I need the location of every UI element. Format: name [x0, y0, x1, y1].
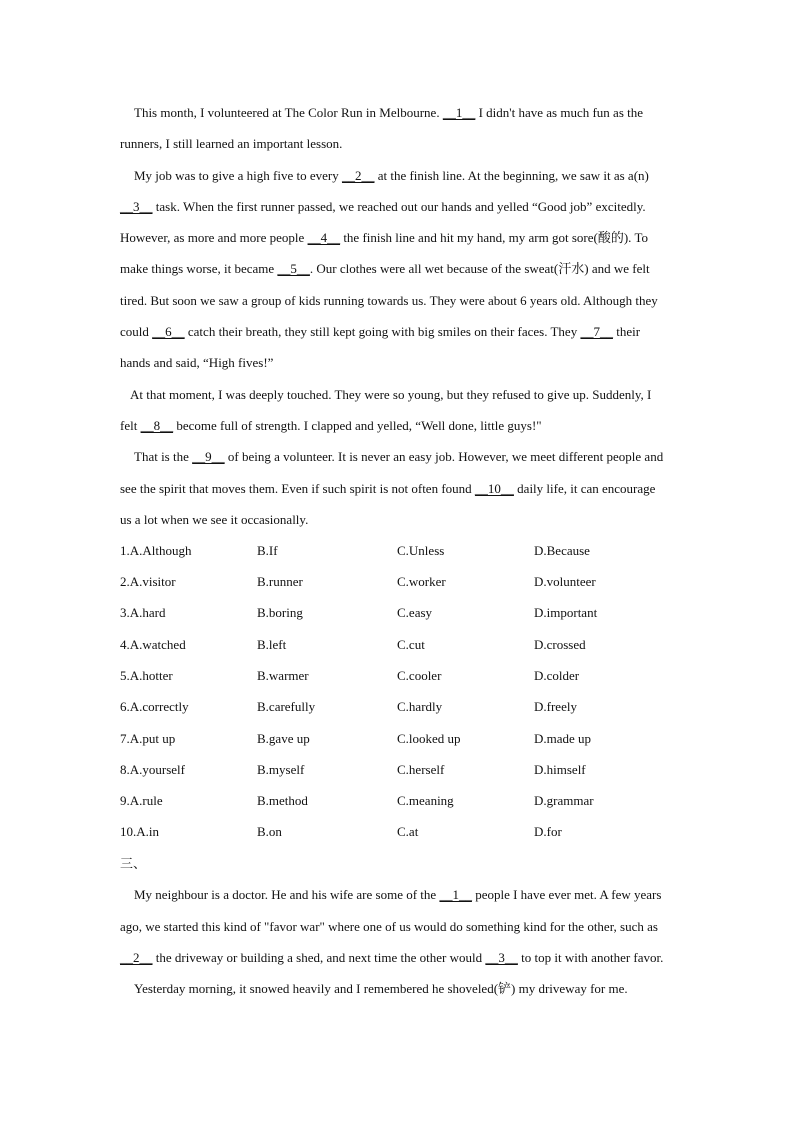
text-segment: of being a volunteer. It is never an easy job. However, we meet different people and see the spirit that moves them. Even if such spirit is not often found [120, 449, 664, 496]
option-a: 9.A.rule [120, 793, 163, 809]
option-row-3 [120, 598, 670, 629]
option-row-8 [120, 754, 670, 785]
option-row-7 [120, 723, 670, 754]
blank-3: __3__ [485, 950, 518, 966]
option-a: 4.A.watched [120, 636, 186, 652]
blank-7: __7__ [580, 324, 613, 340]
option-row-6 [120, 692, 670, 723]
blank-1: __1__ [439, 887, 472, 903]
text-segment: become full of strength. I clapped and yelled, “Well done, little guys!" [173, 417, 542, 433]
option-b: B.boring [257, 605, 303, 621]
option-b: B.gave up [257, 730, 310, 746]
text-segment: Yesterday morning, it snowed heavily and I remembered he shoveled(铲) my driveway for me. [134, 981, 628, 997]
text-segment: My neighbour is a doctor. He and his wife are some of the [134, 887, 440, 903]
option-c: C.cut [397, 636, 425, 652]
text-segment: catch their breath, they still kept going with big smiles on their faces. They [184, 324, 581, 340]
section3-paragraph-2 [120, 973, 670, 1004]
blank-2: __2__ [341, 167, 375, 183]
text-segment: people I have ever met. A few years ago, we started this kind of "favor war" where one of us would do something kind for the other, such as [120, 887, 662, 934]
text-segment: daily life, it can encourage us a lot when we see it occasionally. [120, 480, 656, 527]
text-segment: That is the [134, 449, 193, 465]
passage1-paragraph-4 [120, 441, 670, 535]
option-c: C.cooler [397, 667, 442, 683]
option-c: C.easy [397, 605, 433, 621]
blank-6: __6__ [152, 324, 185, 340]
option-c: C.worker [397, 574, 446, 590]
option-d: D.colder [534, 667, 580, 683]
section-3-title: 三、 [120, 856, 147, 872]
blank-9: __9__ [192, 449, 225, 465]
option-c: C.hardly [397, 699, 443, 715]
option-a: 10.A.in [120, 824, 159, 840]
option-row-9 [120, 786, 670, 817]
option-row-2 [120, 566, 670, 597]
option-d: D.freely [534, 699, 577, 715]
blank-8: __8__ [140, 417, 174, 433]
text-segment: At that moment, I was deeply touched. They were so young, but they refused to give up. Suddenly, I felt [120, 386, 652, 433]
option-a: 8.A.yourself [120, 761, 185, 777]
option-d: D.for [534, 824, 562, 840]
option-b: B.left [257, 636, 287, 652]
option-d: D.volunteer [534, 574, 596, 590]
blank-4: __4__ [307, 230, 341, 246]
blank-5: __5__ [277, 261, 310, 277]
option-c: C.at [397, 824, 419, 840]
section3-paragraph-1 [120, 879, 670, 973]
option-b: B.If [257, 542, 278, 558]
blank-3: __3__ [120, 198, 153, 214]
text-segment: I didn't have as much fun as the runners, I still learned an important lesson. [120, 105, 644, 152]
blank-1: __1__ [442, 105, 476, 120]
option-a: 5.A.hotter [120, 667, 173, 683]
blank-10: __10__ [474, 480, 514, 496]
option-d: D.crossed [534, 636, 586, 652]
option-b: B.warmer [257, 667, 309, 683]
option-row-5 [120, 660, 670, 691]
text-segment: My job was to give a high five to every [134, 167, 342, 183]
text-segment: . Our clothes were all wet because of the sweat(汗水) and we felt tired. But soon we saw a group of kids running towards us. They were about 6 years old. Although they could [120, 261, 658, 340]
option-c: C.herself [397, 761, 445, 777]
option-row-4 [120, 629, 670, 660]
text-segment: the finish line and hit my hand, my arm got sore(酸的). To make things worse, it became [120, 230, 648, 277]
option-b: B.method [257, 793, 308, 809]
blank-2: __2__ [120, 950, 153, 966]
text-segment: their hands and said, “High fives!” [120, 324, 641, 371]
text-segment: to top it with another favor. [517, 950, 664, 966]
option-d: D.Because [534, 542, 590, 558]
option-a: 7.A.put up [120, 730, 176, 746]
option-row-1 [120, 535, 670, 566]
option-c: C.Unless [397, 542, 445, 558]
option-d: D.himself [534, 761, 586, 777]
text-segment: the driveway or building a shed, and next time the other would [152, 950, 486, 966]
option-b: B.on [257, 824, 282, 840]
document-page [120, 97, 670, 1005]
option-a: 2.A.visitor [120, 574, 176, 590]
option-d: D.grammar [534, 793, 594, 809]
option-b: B.runner [257, 574, 303, 590]
text-segment: at the finish line. At the beginning, we saw it as a(n) [374, 167, 649, 183]
option-d: D.important [534, 605, 598, 621]
option-a: 1.A.Although [120, 542, 192, 558]
option-c: C.meaning [397, 793, 454, 809]
option-d: D.made up [534, 730, 592, 746]
options-table [120, 535, 670, 848]
option-a: 6.A.correctly [120, 699, 189, 715]
passage1-paragraph-2 [120, 160, 670, 379]
passage1-paragraph-3 [120, 379, 670, 442]
passage1-paragraph-1 [120, 97, 670, 160]
text-segment: task. When the first runner passed, we reached out our hands and yelled “Good job” excitedly. However, as more and more people [120, 198, 646, 246]
option-b: B.carefully [257, 699, 316, 715]
text-segment: This month, I volunteered at The Color Run in Melbourne. [134, 105, 443, 120]
option-c: C.looked up [397, 730, 461, 746]
option-b: B.myself [257, 761, 305, 777]
option-row-10 [120, 817, 670, 848]
option-a: 3.A.hard [120, 605, 166, 621]
